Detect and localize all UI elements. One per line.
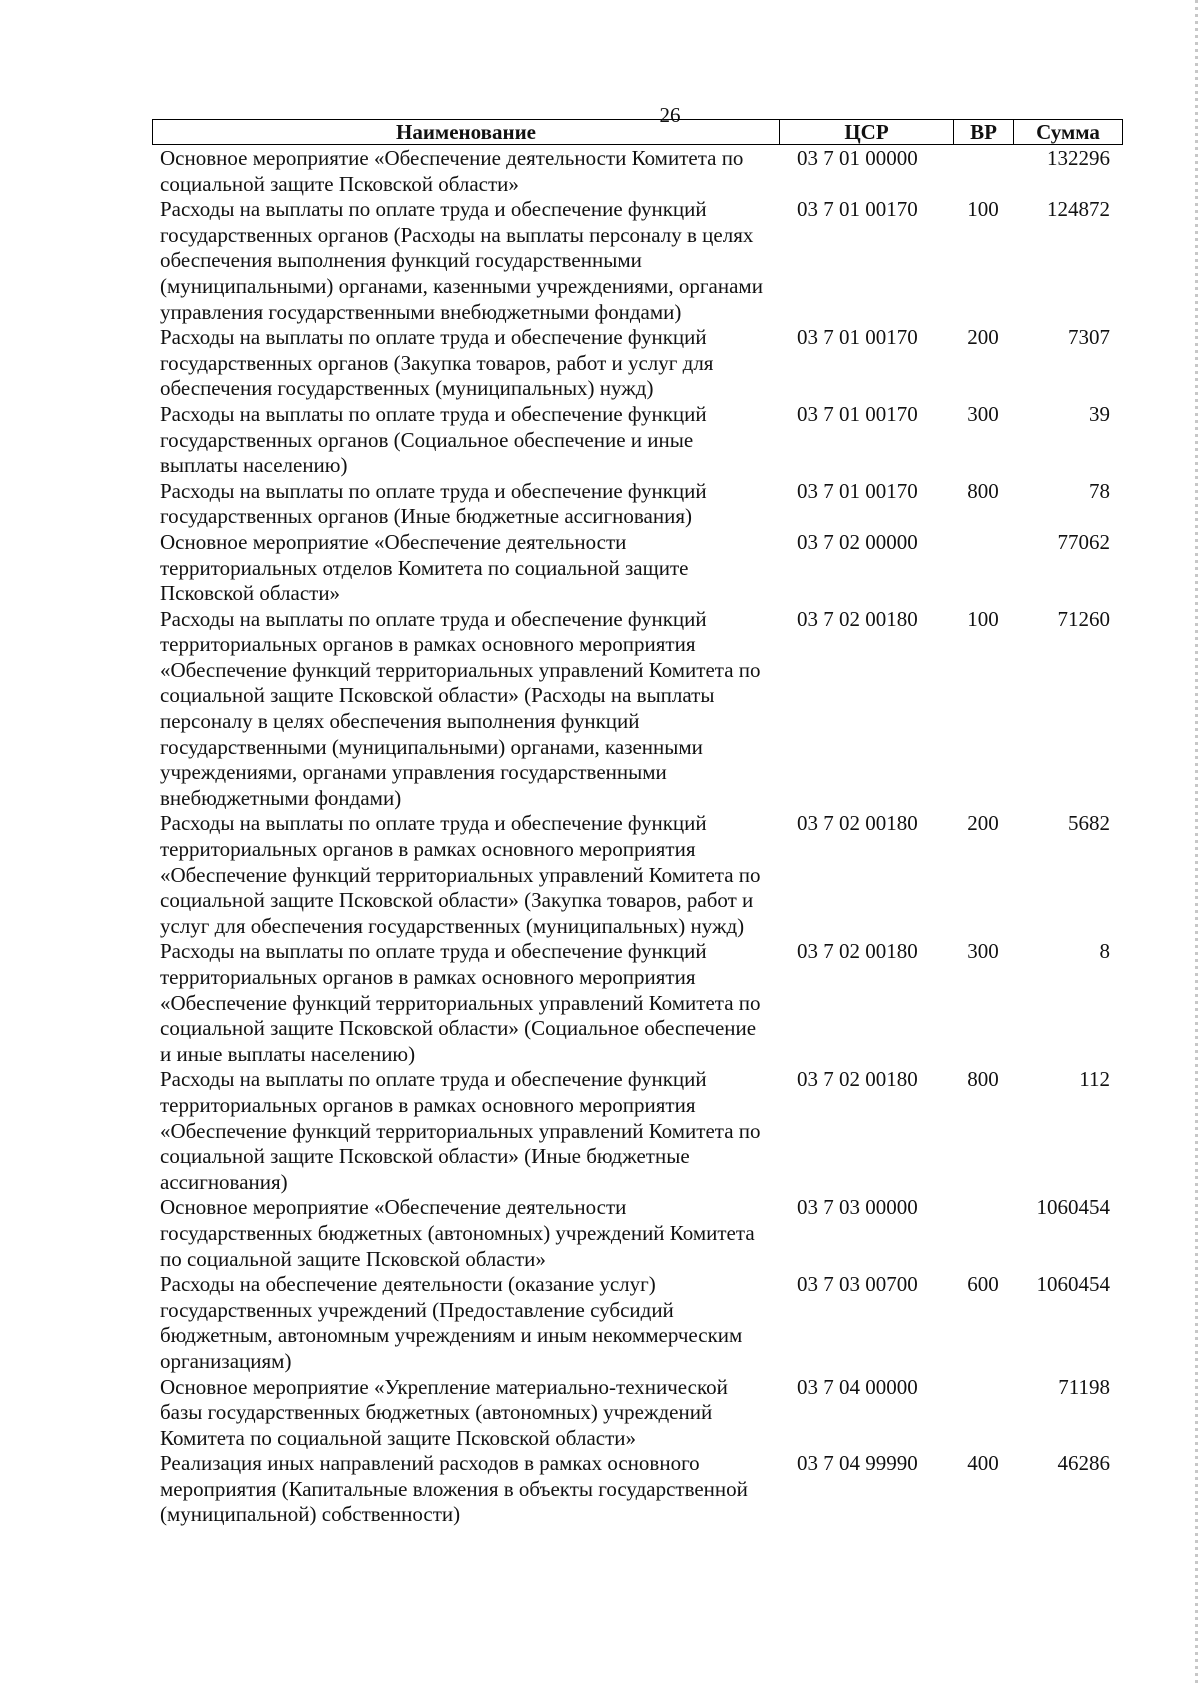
cell-vr: 300 (967, 939, 999, 964)
cell-sum: 112 (1079, 1067, 1110, 1092)
cell-name: Расходы на обеспечение деятельности (оказание услуг) государственных учреждений (Предоставление субсидий бюджетным, автономным учреждениям и иным некоммерческим организациям) (160, 1272, 743, 1373)
table-row (152, 402, 1122, 479)
table-row (152, 1451, 1122, 1528)
cell-csr: 03 7 04 99990 (797, 1451, 918, 1476)
cell-vr: 100 (967, 606, 999, 631)
cell-csr: 03 7 01 00170 (797, 478, 918, 503)
table-row (152, 146, 1122, 197)
cell-sum: 1060454 (1036, 1195, 1110, 1220)
cell-vr: 300 (967, 401, 999, 426)
cell-name: Основное мероприятие «Обеспечение деятельности государственных бюджетных (автономных) учреждений Комитета по социальной защите Псковской области» (160, 1195, 755, 1271)
cell-csr: 03 7 02 00180 (797, 606, 918, 631)
cell-name: Расходы на выплаты по оплате труда и обеспечение функций государственных органов (Иные бюджетные ассигнования) (160, 478, 707, 529)
table-row (152, 1067, 1122, 1195)
cell-name: Реализация иных направлений расходов в рамках основного мероприятия (Капитальные вложения в объекты государственной (муниципальной) собственности) (160, 1451, 748, 1527)
cell-csr: 03 7 02 00180 (797, 939, 918, 964)
cell-name: Расходы на выплаты по оплате труда и обеспечение функций государственных органов (Социальное обеспечение и иные выплаты населению) (160, 401, 707, 478)
cell-name: Основное мероприятие «Укрепление материально-технической базы государственных бюджетных (автономных) учреждений Комитета по социальной защите Псковской области» (160, 1374, 728, 1450)
table-row (152, 1272, 1122, 1374)
cell-sum: 8 (1099, 939, 1110, 964)
cell-sum: 39 (1089, 401, 1110, 426)
table-body (152, 146, 1122, 1528)
cell-csr: 03 7 02 00000 (797, 529, 918, 554)
cell-name: Расходы на выплаты по оплате труда и обеспечение функций территориальных органов в рамках основного мероприятия «Обеспечение функций территориальных управлений Комитета по социальной защите Псковской области» (Закупка товаров, работ и услуг для обеспечения государственных (муниципальных) нужд) (160, 811, 761, 938)
cell-sum: 124872 (1047, 197, 1110, 222)
cell-sum: 71198 (1058, 1374, 1110, 1399)
cell-sum: 71260 (1057, 606, 1110, 631)
table-row (152, 1375, 1122, 1452)
cell-vr (953, 146, 1013, 197)
cell-vr: 600 (967, 1272, 999, 1297)
cell-sum: 1060454 (1036, 1272, 1110, 1297)
column-header-name: Наименование (153, 120, 780, 145)
cell-csr: 03 7 01 00170 (797, 401, 918, 426)
page-number: 26 (659, 103, 681, 127)
cell-vr (953, 1375, 1013, 1452)
cell-csr: 03 7 04 00000 (797, 1374, 918, 1399)
column-header-vr: ВР (954, 120, 1014, 145)
cell-sum: 5682 (1068, 811, 1110, 836)
budget-table (152, 146, 1122, 1528)
cell-csr: 03 7 01 00170 (797, 325, 918, 350)
cell-csr: 03 7 02 00180 (797, 1067, 918, 1092)
table-row (152, 197, 1122, 325)
cell-csr: 03 7 03 00000 (797, 1195, 918, 1220)
cell-sum: 132296 (1047, 146, 1110, 170)
cell-sum: 78 (1089, 478, 1110, 503)
cell-csr: 03 7 02 00180 (797, 811, 918, 836)
table-row (152, 479, 1122, 530)
table-row (152, 325, 1122, 402)
cell-vr (953, 530, 1013, 607)
table-row (152, 939, 1122, 1067)
cell-vr (953, 1195, 1013, 1272)
cell-csr: 03 7 01 00170 (797, 197, 918, 222)
cell-vr: 100 (967, 197, 999, 222)
header-row (153, 120, 1123, 145)
cell-vr: 800 (967, 478, 999, 503)
scan-edge-artifact (1195, 0, 1198, 1686)
table-header (152, 119, 1123, 145)
cell-sum: 77062 (1057, 529, 1110, 554)
cell-name: Расходы на выплаты по оплате труда и обеспечение функций территориальных органов в рамках основного мероприятия «Обеспечение функций территориальных управлений Комитета по социальной защите Псковской области» (Расходы на выплаты персоналу в целях обеспечения выполнения функций государственными (муниципальными) органами, казенными учреждениями, органами управления государственными внебюджетными фондами) (160, 606, 761, 810)
cell-name: Основное мероприятие «Обеспечение деятельности Комитета по социальной защите Псковской области» (160, 146, 744, 196)
cell-name: Основное мероприятие «Обеспечение деятельности территориальных отделов Комитета по социальной защите Псковской области» (160, 529, 689, 606)
cell-name: Расходы на выплаты по оплате труда и обеспечение функций территориальных органов в рамках основного мероприятия «Обеспечение функций территориальных управлений Комитета по социальной защите Псковской области» (Социальное обеспечение и иные выплаты населению) (160, 939, 761, 1066)
cell-name: Расходы на выплаты по оплате труда и обеспечение функций государственных органов (Закупка товаров, работ и услуг для обеспечения государственных (муниципальных) нужд) (160, 325, 714, 401)
column-header-csr: ЦСР (780, 120, 954, 145)
cell-vr: 800 (967, 1067, 999, 1092)
table-row (152, 607, 1122, 812)
cell-sum: 7307 (1068, 325, 1110, 350)
cell-csr: 03 7 03 00700 (797, 1272, 918, 1297)
cell-name: Расходы на выплаты по оплате труда и обеспечение функций территориальных органов в рамках основного мероприятия «Обеспечение функций территориальных управлений Комитета по социальной защите Псковской области» (Иные бюджетные ассигнования) (160, 1067, 761, 1194)
cell-name: Расходы на выплаты по оплате труда и обеспечение функций государственных органов (Расходы на выплаты персоналу в целях обеспечения выполнения функций государственными (муниципальными) органами, казенными учреждениями, органами управления государственными внебюджетными фондами) (160, 197, 763, 324)
column-header-sum: Сумма (1014, 120, 1123, 145)
cell-vr: 400 (967, 1451, 999, 1476)
cell-vr: 200 (967, 325, 999, 350)
cell-csr: 03 7 01 00000 (797, 146, 918, 170)
cell-vr: 200 (967, 811, 999, 836)
table-row (152, 1195, 1122, 1272)
table-row (152, 530, 1122, 607)
table-row (152, 811, 1122, 939)
cell-sum: 46286 (1057, 1451, 1110, 1476)
